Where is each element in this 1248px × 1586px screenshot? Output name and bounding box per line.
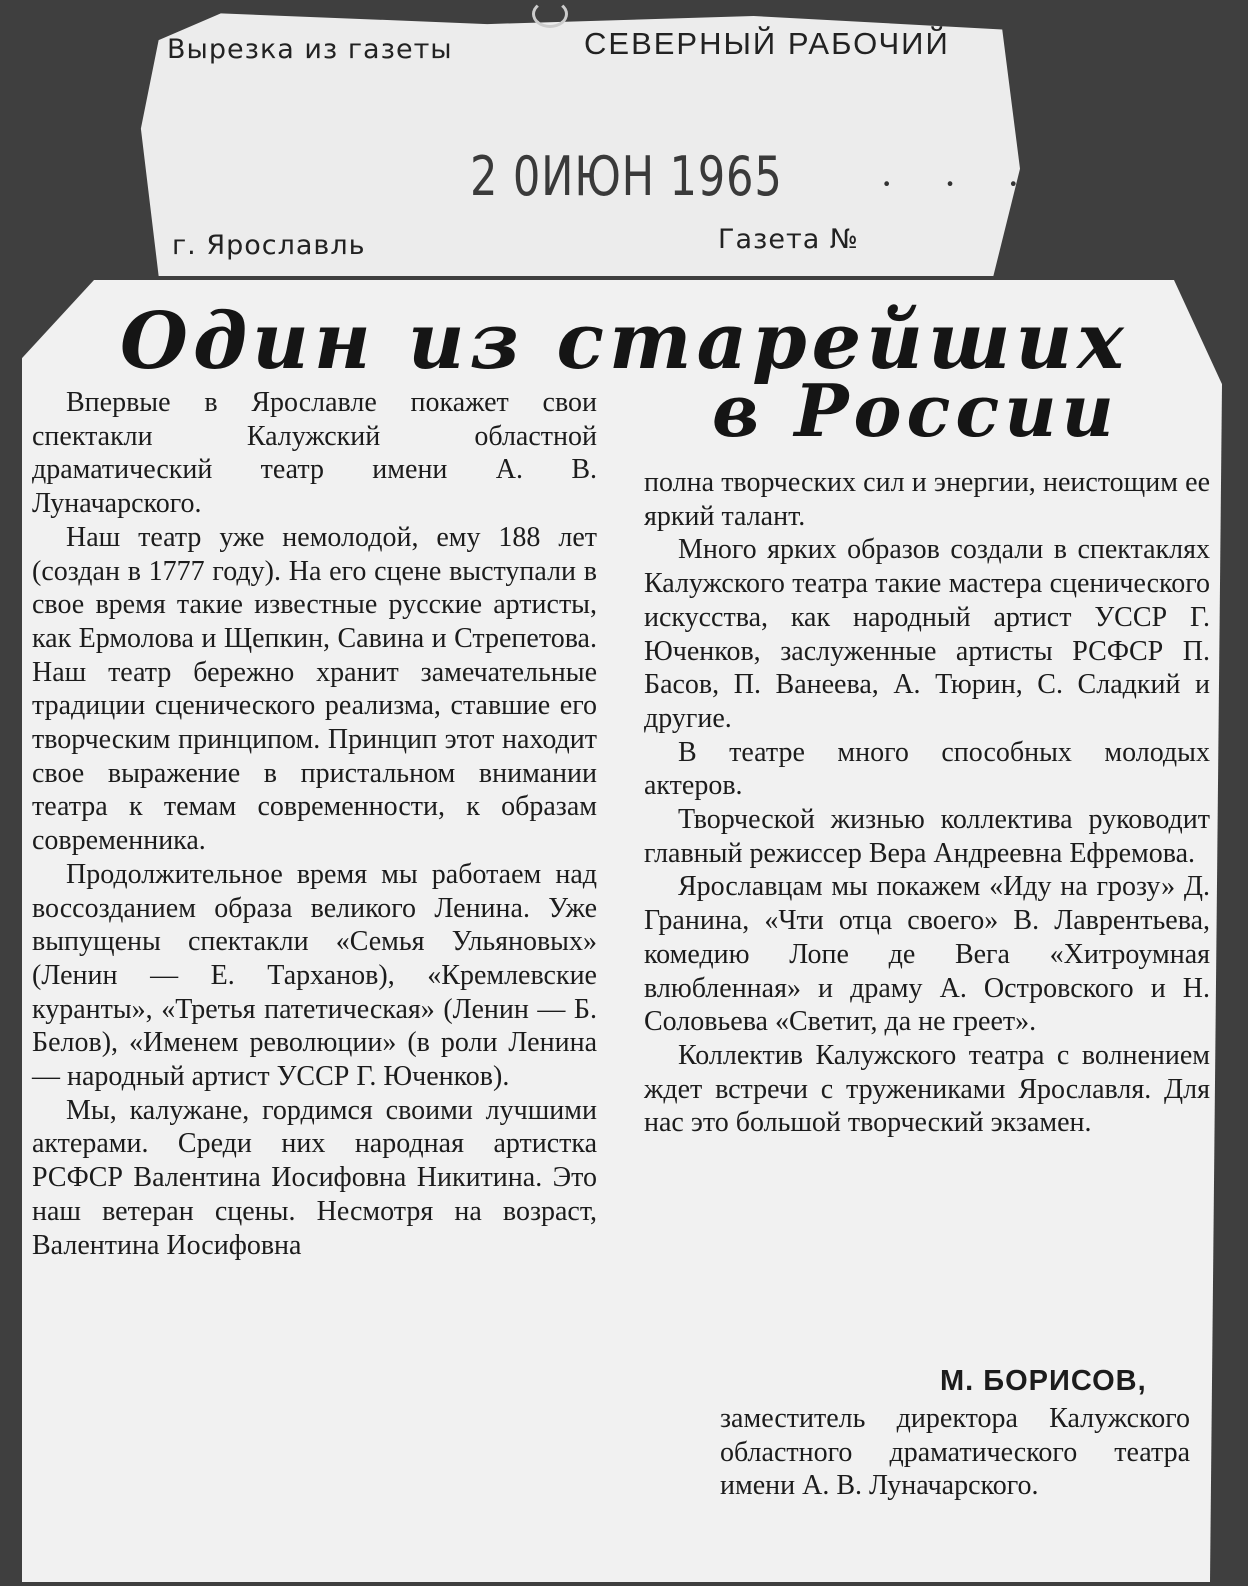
stamp-city: г. Ярославль: [172, 230, 366, 261]
stamp-issue: Газета №: [718, 224, 859, 255]
paragraph: Мы, калужане, гордимся своими лучшими актерами. Среди них народная артистка РСФСР Валентина Иосифовна Никитина. Это наш ветеран сцены. Несмотря на возраст, Валентина Иосифовна: [32, 1094, 597, 1261]
article-right-column: [644, 466, 1210, 1140]
stamp-label: Вырезка из газеты: [167, 34, 453, 65]
headline-line1: Один из старейших: [120, 296, 1129, 387]
author-name: М. БОРИСОВ,: [940, 1365, 1147, 1397]
article-left-column: [32, 386, 597, 1262]
author-role: заместитель директора Калужского областного драматического театра имени А. В. Луначарского.: [720, 1403, 1190, 1502]
headline-line2: в России: [712, 368, 1119, 453]
paragraph: Много ярких образов создали в спектаклях Калужского театра такие мастера сценического искусства, как народный артист УССР Г. Юченков, заслуженные артисты РСФСР П. Басов, П. Ванеева, А. Тюрин, С. Сладкий и другие.: [644, 534, 1210, 734]
stamp-date: 2 0ИЮН 1965: [470, 145, 783, 208]
paragraph: Впервые в Ярославле покажет свои спектакли Калужский областной драматический театр имени А. В. Луначарского.: [32, 387, 597, 520]
paragraph-continuation: полна творческих сил и энергии, неистощим ее яркий талант.: [644, 467, 1210, 532]
paragraph: Коллектив Калужского театра с волнением ждет встречи с тружениками Ярославля. Для нас это большой творческий экзамен.: [644, 1039, 1210, 1139]
paragraph: Продолжительное время мы работаем над воссозданием образа великого Ленина. Уже выпущены спектакли «Семья Ульяновых» (Ленин — Е. Тарханов), «Кремлевские куранты», «Третья патетическая» (Ленин — Б. Белов), «Именем революции» (в роли Ленина — народный артист УССР Г. Юченков).: [32, 858, 597, 1093]
paragraph: Ярославцам мы покажем «Иду на грозу» Д. Гранина, «Чти отца своего» В. Лаврентьева, комедию Лопе де Вега «Хитроумная влюбленная» и драму А. Островского и Н. Соловьева «Светит, да не греет».: [644, 871, 1210, 1038]
stamp-newspaper-name: СЕВЕРНЫЙ РАБОЧИЙ: [584, 26, 950, 61]
stamp-dots: · · ·: [880, 161, 1040, 206]
staple-pin: [532, 0, 568, 28]
paragraph: Творческой жизнью коллектива руководит главный режиссер Вера Андреевна Ефремова.: [644, 804, 1210, 869]
paragraph: Наш театр уже немолодой, ему 188 лет (создан в 1777 году). На его сцене выступали в свое время такие известные русские артисты, как Ермолова и Щепкин, Савина и Стрепетова. Наш театр бережно хранит замечательные традиции сценического реализма, ставшие его творческим принципом. Принцип этот находит свое выражение в пристальном внимании театра к темам современности, к образам современника.: [32, 521, 597, 857]
paragraph: В театре много способных молодых актеров.: [644, 736, 1210, 802]
